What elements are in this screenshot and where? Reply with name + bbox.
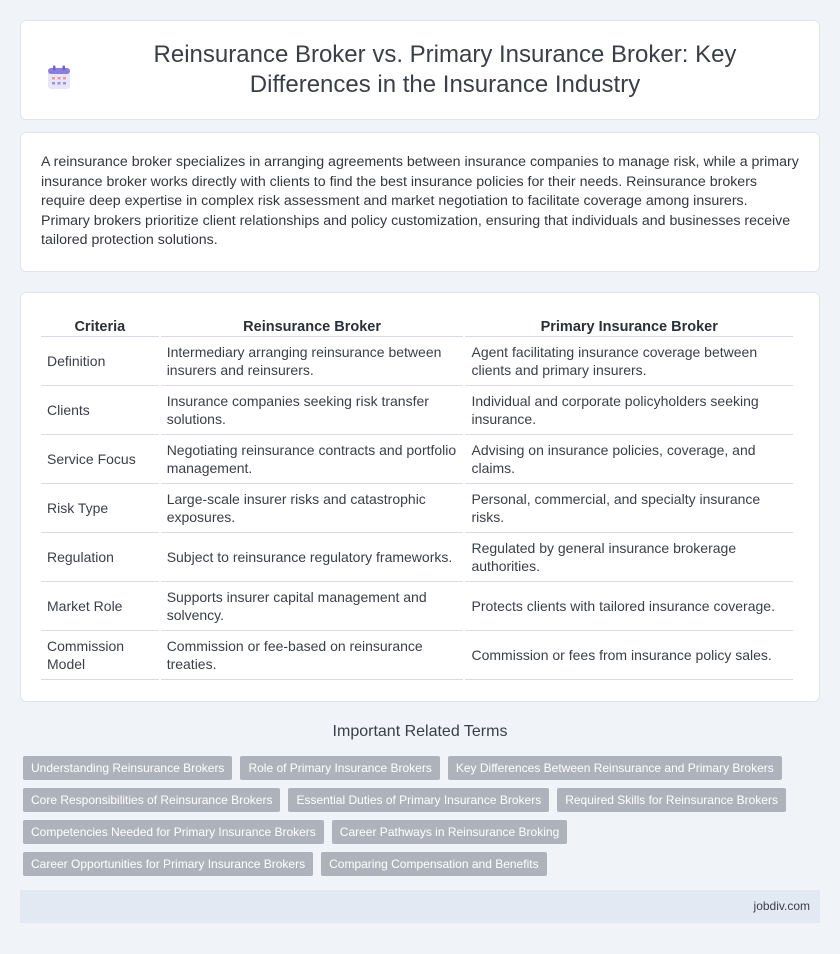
header-reinsurance-broker: Reinsurance Broker [161, 313, 464, 337]
related-term-tag[interactable]: Competencies Needed for Primary Insurance Brokers [23, 820, 324, 844]
table-row [41, 484, 793, 533]
table-row [41, 337, 793, 386]
row-reinsurance-value: Insurance companies seeking risk transfer solutions. [161, 386, 464, 435]
row-reinsurance-value: Intermediary arranging reinsurance between insurers and reinsurers. [161, 337, 464, 386]
row-primary-value: Protects clients with tailored insurance coverage. [465, 582, 793, 631]
related-term-tag[interactable]: Career Opportunities for Primary Insurance Brokers [23, 852, 313, 876]
table-row [41, 386, 793, 435]
page-title: Reinsurance Broker vs. Primary Insurance Broker: Key Differences in the Insurance Industry [153, 41, 737, 98]
tag-row [23, 788, 823, 812]
related-terms-title: Important Related Terms [332, 723, 508, 740]
intro-card [20, 132, 820, 272]
table-row [41, 631, 793, 680]
row-primary-value: Individual and corporate policyholders seeking insurance. [465, 386, 793, 435]
row-reinsurance-value: Negotiating reinsurance contracts and portfolio management. [161, 435, 464, 484]
row-criteria: Service Focus [41, 435, 159, 484]
footer [20, 890, 820, 923]
table-header-row [41, 313, 793, 337]
row-criteria: Definition [41, 337, 159, 386]
related-term-tag[interactable]: Core Responsibilities of Reinsurance Brokers [23, 788, 280, 812]
row-criteria: Clients [41, 386, 159, 435]
row-primary-value: Commission or fees from insurance policy sales. [465, 631, 793, 680]
row-reinsurance-value: Large-scale insurer risks and catastrophic exposures. [161, 484, 464, 533]
related-terms-tags [23, 756, 823, 884]
header-card [20, 20, 820, 120]
row-primary-value: Agent facilitating insurance coverage between clients and primary insurers. [465, 337, 793, 386]
calendar-icon [45, 64, 73, 92]
tag-row [23, 852, 823, 876]
row-criteria: Commission Model [41, 631, 159, 680]
row-primary-value: Advising on insurance policies, coverage, and claims. [465, 435, 793, 484]
row-criteria: Regulation [41, 533, 159, 582]
related-term-tag[interactable]: Role of Primary Insurance Brokers [240, 756, 439, 780]
related-term-tag[interactable]: Essential Duties of Primary Insurance Brokers [288, 788, 549, 812]
tag-row [23, 820, 823, 844]
related-term-tag[interactable]: Required Skills for Reinsurance Brokers [557, 788, 786, 812]
row-criteria: Market Role [41, 582, 159, 631]
comparison-table [39, 313, 795, 680]
table-row [41, 435, 793, 484]
related-term-tag[interactable]: Comparing Compensation and Benefits [321, 852, 546, 876]
tag-row [23, 756, 823, 780]
title-wrap [45, 40, 795, 100]
table-row [41, 582, 793, 631]
intro-paragraph: A reinsurance broker specializes in arranging agreements between insurance companies to manage risk, while a primary insurance broker works directly with clients to find the best insurance policies for their needs. Reinsurance brokers require deep expertise in complex risk assessment and market negotiation to facilitate coverage among insurers. Primary brokers prioritize client relationships and policy customization, ensuring that individuals and businesses receive tailored protection solutions. [41, 154, 799, 249]
row-primary-value: Personal, commercial, and specialty insurance risks. [465, 484, 793, 533]
related-term-tag[interactable]: Career Pathways in Reinsurance Broking [332, 820, 567, 844]
comparison-table-card [20, 292, 820, 702]
header-primary-broker: Primary Insurance Broker [465, 313, 793, 337]
header-criteria: Criteria [41, 313, 159, 337]
related-term-tag[interactable]: Key Differences Between Reinsurance and Primary Brokers [448, 756, 782, 780]
row-reinsurance-value: Subject to reinsurance regulatory frameworks. [161, 533, 464, 582]
row-primary-value: Regulated by general insurance brokerage authorities. [465, 533, 793, 582]
footer-site-link[interactable]: jobdiv.com [753, 899, 810, 913]
row-criteria: Risk Type [41, 484, 159, 533]
related-term-tag[interactable]: Understanding Reinsurance Brokers [23, 756, 232, 780]
row-reinsurance-value: Supports insurer capital management and solvency. [161, 582, 464, 631]
table-row [41, 533, 793, 582]
row-reinsurance-value: Commission or fee-based on reinsurance treaties. [161, 631, 464, 680]
